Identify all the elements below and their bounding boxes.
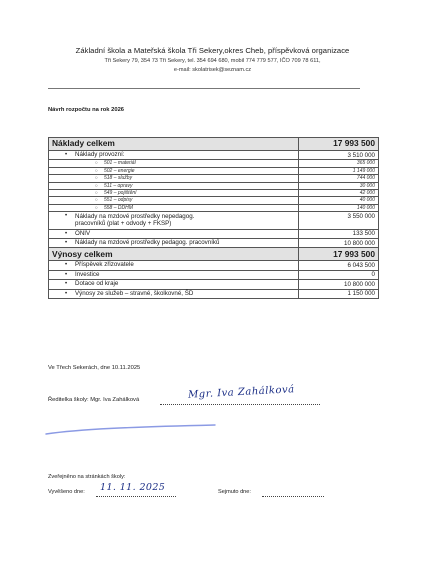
row-label: 518 – služby: [104, 175, 133, 182]
row-value: 1 150 000: [299, 289, 379, 298]
removed-label: Sejmuto dne:: [218, 489, 251, 495]
costs-title: Náklady celkem: [49, 138, 299, 151]
row-label: 549 – pojištění: [104, 190, 137, 197]
costs-total: 17 993 500: [299, 138, 379, 151]
bullet-icon: •: [65, 262, 68, 269]
row-label: 501 – materiál: [104, 160, 136, 167]
table-row: [49, 160, 379, 167]
document-heading: Návrh rozpočtu na rok 2026: [48, 107, 125, 113]
row-label: Dotace od kraje: [75, 280, 119, 288]
row-value: 140 000: [299, 204, 379, 211]
circle-bullet-icon: ○: [95, 175, 98, 181]
row-value: 6 043 500: [299, 261, 379, 270]
row-label: Náklady na mzdové prostředky nepedagog. pracovníků (plat + odvody + FKSP): [75, 213, 195, 228]
row-value: 10 800 000: [299, 239, 379, 248]
table-row: [49, 270, 379, 279]
handwritten-signature: Mgr. Iva Zahálková: [187, 384, 295, 401]
table-row: [49, 167, 379, 174]
table-row: [49, 239, 379, 248]
row-label: ONIV: [75, 229, 91, 237]
school-name: Základní škola a Mateřská škola Tři Sekery,okres Cheb, příspěvková organizace: [75, 46, 350, 55]
row-value: 1 149 000: [299, 167, 379, 174]
row-value: 30 000: [299, 182, 379, 189]
row-value: 42 000: [299, 190, 379, 197]
removed-date-line: [262, 496, 324, 497]
circle-bullet-icon: ○: [95, 190, 98, 196]
row-label: Výnosy ze služeb – stravné, školkovné, ŠD: [75, 289, 194, 297]
place-and-date: Ve Třech Sekerách, dne 10.11.2025: [48, 365, 141, 371]
table-row: [49, 175, 379, 182]
table-row: [49, 197, 379, 204]
posted-label: Vyvěšeno dne:: [48, 489, 85, 495]
row-value: 40 000: [299, 197, 379, 204]
row-value: 744 000: [299, 175, 379, 182]
circle-bullet-icon: ○: [95, 197, 98, 203]
row-value: 0: [299, 270, 379, 279]
table-row: [49, 280, 379, 289]
row-label: 551 – odpisy: [104, 197, 133, 204]
row-value: 10 800 000: [299, 280, 379, 289]
circle-bullet-icon: ○: [95, 204, 98, 210]
table-row: [49, 182, 379, 189]
table-row: [49, 289, 379, 298]
row-label: Příspěvek zřizovatele: [75, 261, 134, 269]
row-value: 3 510 000: [299, 151, 379, 160]
bullet-icon: •: [65, 271, 68, 278]
revenues-title: Výnosy celkem: [49, 248, 299, 261]
letterhead-divider: [48, 88, 360, 89]
school-email: e-mail: skolatrisek@seznam.cz: [173, 67, 252, 73]
bullet-icon: •: [65, 281, 68, 288]
signature-line: [160, 404, 320, 405]
row-label: 502 – energie: [104, 167, 135, 174]
table-row: [49, 190, 379, 197]
row-label: Náklady na mzdové prostředky pedagog. pracovníků: [75, 239, 220, 247]
bullet-icon: •: [65, 152, 68, 158]
bullet-icon: •: [65, 213, 68, 220]
bullet-icon: •: [65, 230, 68, 237]
school-address: Tři Sekery 79, 354 73 Tři Sekery, tel. 354 694 680, mobil 774 779 577, IČO 709 78 611,: [104, 58, 321, 64]
row-label: 558 – DDHM: [104, 204, 133, 211]
table-row: [49, 212, 379, 229]
row-value: 365 000: [299, 160, 379, 167]
bullet-icon: •: [65, 240, 68, 247]
circle-bullet-icon: ○: [95, 160, 98, 166]
table-row: [49, 204, 379, 211]
row-label: 511 – opravy: [104, 182, 133, 189]
posted-date-line: [96, 496, 176, 497]
publication-note: Zveřejněno na stránkách školy:: [48, 474, 126, 480]
row-label: Investice: [75, 270, 100, 278]
row-value: 133 500: [299, 229, 379, 238]
handwritten-posted-date: 11. 11. 2025: [100, 482, 166, 493]
circle-bullet-icon: ○: [95, 182, 98, 188]
letterhead: [0, 46, 425, 73]
row-label: Náklady provozní:: [75, 151, 125, 158]
table-row: [49, 261, 379, 270]
budget-table: [48, 137, 379, 299]
revenues-total: 17 993 500: [299, 248, 379, 261]
row-value: 3 550 000: [299, 212, 379, 229]
director-label: Ředitelka školy: Mgr. Iva Zahálková: [48, 397, 140, 403]
circle-bullet-icon: ○: [95, 167, 98, 173]
table-row: [49, 229, 379, 238]
costs-header-row: [49, 138, 379, 151]
bullet-icon: •: [65, 290, 68, 297]
table-row: [49, 151, 379, 160]
revenues-header-row: [49, 248, 379, 261]
blue-pen-stroke: [40, 420, 220, 440]
